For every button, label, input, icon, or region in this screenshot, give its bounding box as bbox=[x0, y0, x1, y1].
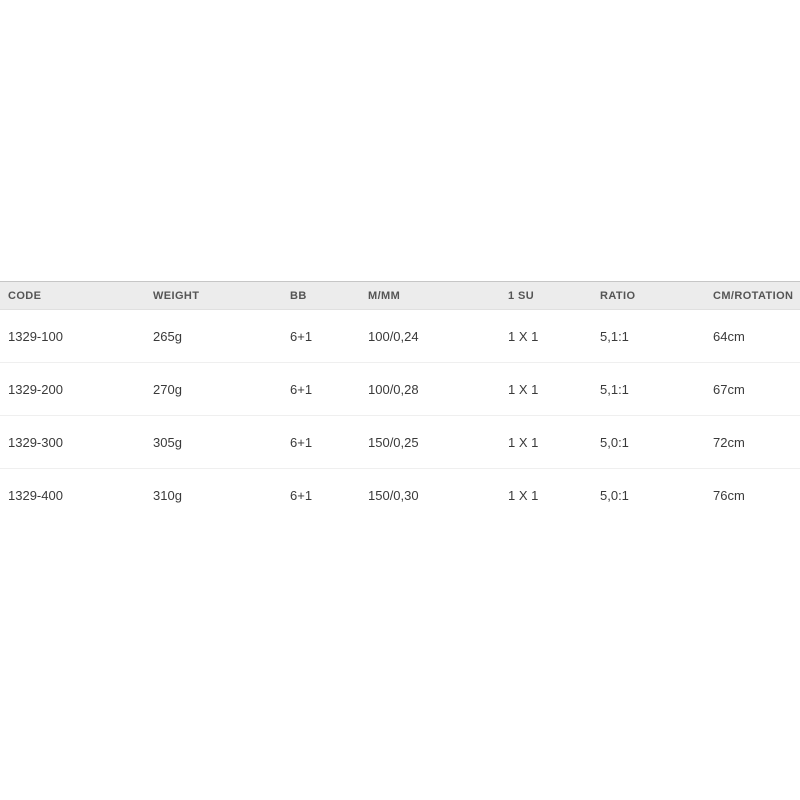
cell-bb: 6+1 bbox=[282, 363, 360, 416]
cell-1su: 1 X 1 bbox=[500, 416, 592, 469]
cell-code: 1329-300 bbox=[0, 416, 145, 469]
cell-code: 1329-100 bbox=[0, 310, 145, 363]
cell-ratio: 5,1:1 bbox=[592, 310, 705, 363]
column-header-ratio: RATIO bbox=[592, 282, 705, 310]
column-header-m-mm: M/MM bbox=[360, 282, 500, 310]
cell-weight: 265g bbox=[145, 310, 282, 363]
cell-ratio: 5,0:1 bbox=[592, 416, 705, 469]
cell-bb: 6+1 bbox=[282, 310, 360, 363]
cell-bb: 6+1 bbox=[282, 416, 360, 469]
cell-weight: 310g bbox=[153, 487, 182, 503]
cell-m-mm: 150/0,30 bbox=[368, 487, 419, 503]
cell-cm-rotation: 67cm bbox=[705, 363, 800, 416]
table-row bbox=[0, 469, 800, 522]
column-header-bb: BB bbox=[282, 282, 360, 310]
table-row bbox=[0, 416, 800, 469]
spec-table-section bbox=[0, 281, 800, 521]
cell-code: 1329-200 bbox=[0, 363, 145, 416]
cell-code: 1329-400 bbox=[8, 487, 63, 503]
cell-cm-rotation: 76cm bbox=[713, 487, 745, 503]
cell-1su: 1 X 1 bbox=[500, 363, 592, 416]
column-header-code: CODE bbox=[0, 282, 145, 310]
table-row bbox=[0, 310, 800, 363]
table-row bbox=[0, 363, 800, 416]
column-header-cm-rotation: CM/ROTATION bbox=[705, 282, 800, 310]
header-row bbox=[0, 282, 800, 310]
cell-weight: 270g bbox=[145, 363, 282, 416]
cell-m-mm: 100/0,28 bbox=[360, 363, 500, 416]
column-header-weight: WEIGHT bbox=[145, 282, 282, 310]
spec-table bbox=[0, 281, 800, 521]
cell-weight: 305g bbox=[145, 416, 282, 469]
cell-ratio: 5,0:1 bbox=[600, 487, 629, 503]
cell-m-mm: 150/0,25 bbox=[360, 416, 500, 469]
cell-ratio: 5,1:1 bbox=[592, 363, 705, 416]
cell-cm-rotation: 64cm bbox=[705, 310, 800, 363]
cell-1su: 1 X 1 bbox=[508, 487, 539, 503]
cell-m-mm: 100/0,24 bbox=[360, 310, 500, 363]
spec-table-header bbox=[0, 282, 800, 310]
cell-1su: 1 X 1 bbox=[500, 310, 592, 363]
column-header-1su: 1 SU bbox=[500, 282, 592, 310]
cell-bb: 6+1 bbox=[290, 487, 313, 503]
cell-cm-rotation: 72cm bbox=[705, 416, 800, 469]
spec-table-body bbox=[0, 310, 800, 522]
